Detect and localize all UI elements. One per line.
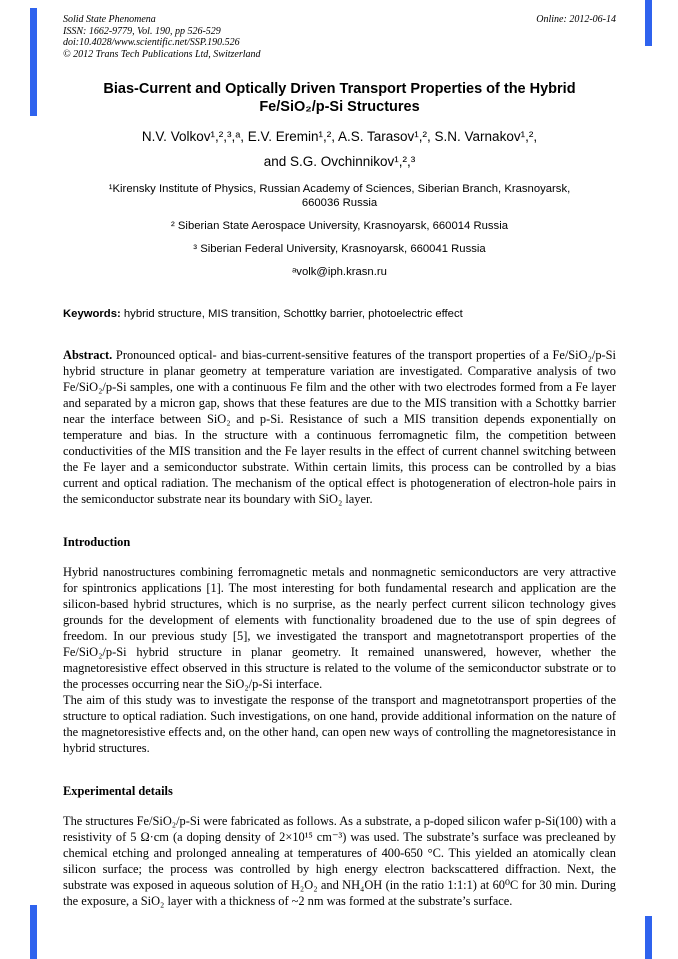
journal-header: [63, 14, 616, 60]
edge-marker-bottom-left: [30, 905, 37, 959]
authors-line2: and S.G. Ovchinnikov¹,²,³: [263, 154, 416, 170]
affiliation-3: ³ Siberian Federal University, Krasnoyarsk, 660041 Russia: [193, 243, 486, 256]
authors-block: [63, 124, 616, 174]
edge-marker-bottom-right: [645, 916, 652, 959]
copyright-line: © 2012 Trans Tech Publications Ltd, Switzerland: [63, 48, 261, 60]
edge-marker-top-right: [645, 0, 652, 46]
authors-line1: N.V. Volkov¹,²,³,ᵃ, E.V. Eremin¹,², A.S. Tarasov¹,², S.N. Varnakov¹,²,: [141, 129, 538, 145]
affiliation-1: ¹Kirensky Institute of Physics, Russian Academy of Sciences, Siberian Branch, Krasnoyarsk, 660036 Russia: [108, 183, 571, 210]
journal-name: Solid State Phenomena: [63, 14, 156, 25]
doi-line: doi:10.4028/www.scientific.net/SSP.190.526: [63, 37, 240, 49]
journal-info-block: [63, 14, 261, 60]
experimental-paragraph-1: The structures Fe/SiO₂/p-Si were fabricated as follows. As a substrate, a p-doped silicon wafer p-Si(100) with a resistivity of 5 Ω·cm (a doping density of 2×10¹⁵ cm⁻³) was used. The substrate’s surface was precleaned by chemical etching and prolonged annealing at temperatures of 400-650 °C. This yielded an atomically clean silicon surface; the process was controlled by high energy electron backscattered diffraction. Next, the substrate was exposed in aqueous solution of H₂O₂ and NH₄OH (in the ratio 1:1:1) at 60⁰C for 30 min. During the exposure, a SiO₂ layer with a thickness of ~2 nm was formed at the substrate’s surface.: [63, 814, 616, 909]
keywords-text: hybrid structure, MIS transition, Schottky barrier, photoelectric effect: [120, 308, 463, 321]
abstract: [63, 347, 616, 507]
issn-line: ISSN: 1662-9779, Vol. 190, pp 526-529: [63, 25, 221, 37]
keywords-label: Keywords:: [63, 308, 121, 321]
affiliations-block: [63, 182, 616, 279]
abstract-text: Pronounced optical- and bias-current-sensitive features of the transport properties of a Fe/SiO₂/p-Si hybrid structure in planar geometry at temperature variation are investigated. Comparative analysis of two Fe/SiO₂/p-Si samples, one with a continuous Fe film and the other with two electrodes formed from a Fe layer and separated by a micron gap, shows that these features are due to the MIS transition with a Schottky barrier near the interface between SiO₂ and p-Si. Resistance of such a MIS transition depends exponentially on temperature and bias. In the structure with a continuous ferromagnetic film, the competition between conductivities of the MIS transition and the Fe layer results in the effect of current channel switching between the Fe layer and a semiconductor substrate. Within certain limits, this process can be controlled by a bias current and optical radiation. The mechanism of the optical effect is photogeneration of electron-hole pairs in the semiconductor substrate near its boundary with SiO₂ layer.: [63, 348, 616, 507]
keywords-line: [63, 307, 616, 321]
online-date: Online: 2012-06-14: [536, 14, 616, 25]
paper-title-line2: Fe/SiO₂/p-Si Structures: [259, 99, 420, 116]
affiliation-2: ² Siberian State Aerospace University, Krasnoyarsk, 660014 Russia: [171, 220, 508, 233]
edge-marker-top-left: [30, 8, 37, 116]
abstract-label: Abstract.: [63, 348, 113, 363]
paper-title: [63, 80, 616, 116]
section-heading-experimental: Experimental details: [63, 784, 173, 799]
section-heading-introduction: Introduction: [63, 535, 131, 550]
paper-title-line1: Bias-Current and Optically Driven Transport Properties of the Hybrid: [103, 81, 576, 98]
author-email: ᵃvolk@iph.krasn.ru: [292, 266, 387, 279]
introduction-paragraph-1: Hybrid nanostructures combining ferromagnetic metals and nonmagnetic semiconductors are very attractive for spintronics applications [1]. The most interesting for both fundamental research and application are the silicon-based hybrid structures, which is no surprise, as the nearly perfect current silicon technology gives grounds for the development of elements with functionality broadened due to the use of spin degrees of freedom. In our previous study [5], we investigated the transport and magnetotransport properties of the Fe/SiO₂/p-Si hybrid structure in planar geometry. It remained unanswered, however, whether the magnetoresistive effect observed in this structure is related to the volume of the semiconductor substrate or to the processes occurring near the SiO₂/p-Si interface.: [63, 565, 616, 692]
introduction-paragraph-2: The aim of this study was to investigate the response of the transport and magnetotransport properties of the structure to optical radiation. Such investigations, on one hand, provide additional information on the nature of the magnetoresistive effects and, on the other hand, can open new ways of controlling the magnetoresistance in hybrid structures.: [63, 693, 616, 756]
